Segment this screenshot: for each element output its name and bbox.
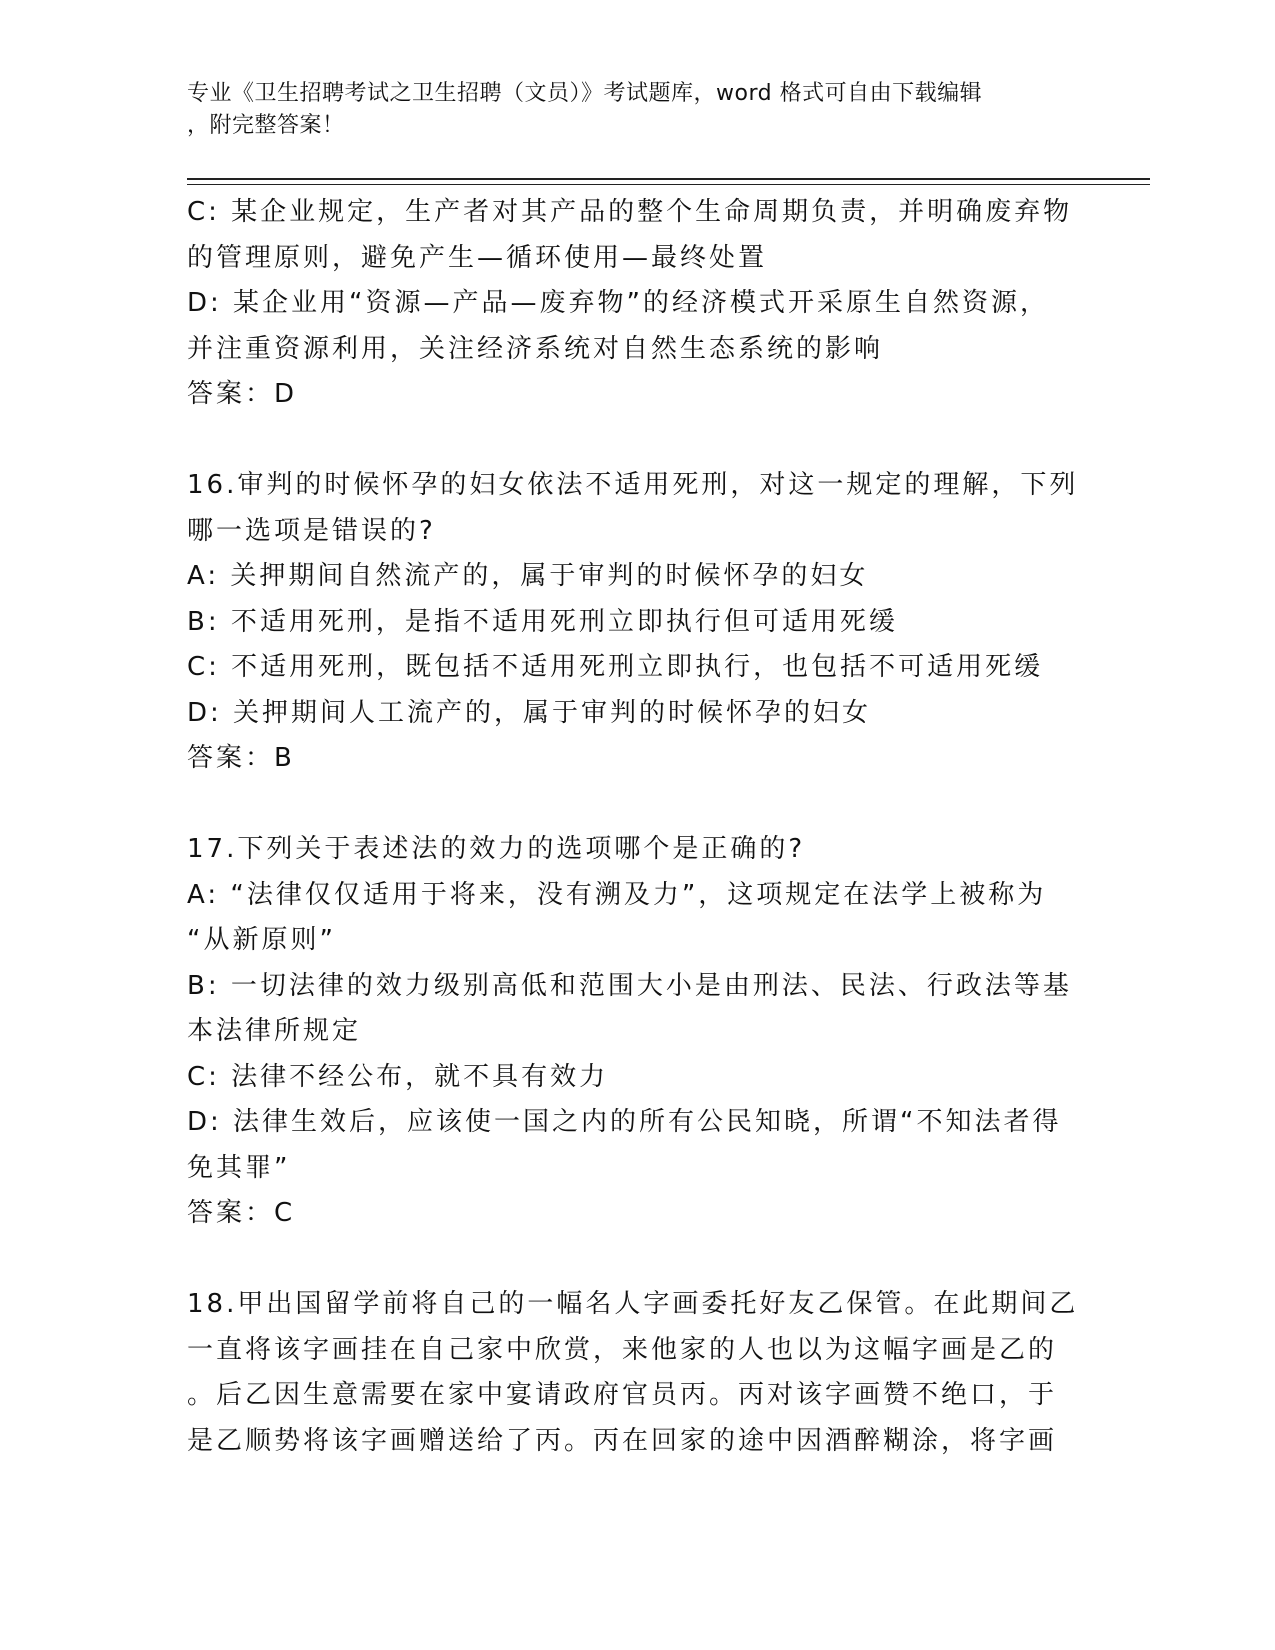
question-stem-line-1: 16.审判的时候怀孕的妇女依法不适用死刑，对这一规定的理解，下列 — [187, 470, 1079, 500]
question-17 — [187, 827, 1072, 1237]
document-header — [187, 78, 1067, 142]
option-d: D: 关押期间人工流产的，属于审判的时候怀孕的妇女 — [187, 697, 872, 728]
option-c-line-1: C: 某企业规定，生产者对其产品的整个生命周期负责，并明确废弃物 — [187, 197, 1073, 227]
header-line-2: ，附完整答案！ — [187, 113, 345, 138]
question-18 — [187, 1282, 1079, 1464]
option-c-line-2: 的管理原则，避免产生—循环使用—最终处置 — [187, 242, 768, 273]
question-stem-line-2: 一直将该字画挂在自己家中欣赏，来他家的人也以为这幅字画是乙的 — [187, 1334, 1058, 1365]
option-c: C: 法律不经公布，就不具有效力 — [187, 1061, 609, 1092]
option-b-line-2: 本法律所规定 — [187, 1016, 362, 1046]
option-b: B: 不适用死刑，是指不适用死刑立即执行但可适用死缓 — [187, 606, 898, 637]
answer-15: 答案：D — [187, 379, 298, 409]
question-stem-line-4: 是乙顺势将该字画赠送给了丙。丙在回家的途中因酒醉糊涂，将字画 — [187, 1425, 1058, 1456]
answer-16: 答案：B — [187, 743, 295, 773]
question-stem-line-1: 17.下列关于表述法的效力的选项哪个是正确的? — [187, 834, 806, 864]
question-stem-line-2: 哪一选项是错误的? — [187, 515, 436, 546]
option-a-line-2: “从新原则” — [187, 925, 336, 955]
question-stem-line-3: 。后乙因生意需要在家中宴请政府官员丙。丙对该字画赞不绝口，于 — [187, 1380, 1058, 1410]
question-stem-line-1: 18.甲出国留学前将自己的一幅名人字画委托好友乙保管。在此期间乙 — [187, 1289, 1079, 1319]
option-d-line-2: 并注重资源利用，关注经济系统对自然生态系统的影响 — [187, 333, 884, 364]
option-c: C: 不适用死刑，既包括不适用死刑立即执行，也包括不可适用死缓 — [187, 652, 1044, 682]
option-a-line-1: A: “法律仅仅适用于将来，没有溯及力”，这项规定在法学上被称为 — [187, 879, 1047, 910]
option-d-line-1: D: 法律生效后，应该使一国之内的所有公民知晓，所谓“不知法者得 — [187, 1107, 1062, 1137]
answer-17: 答案：C — [187, 1198, 296, 1228]
option-b-line-1: B: 一切法律的效力级别高低和范围大小是由刑法、民法、行政法等基 — [187, 970, 1072, 1001]
spacer — [187, 782, 1067, 828]
spacer — [187, 418, 1067, 464]
header-line-1: 专业《卫生招聘考试之卫生招聘（文员）》考试题库，word 格式可自由下载编辑 — [187, 81, 983, 106]
question-16 — [187, 463, 1079, 782]
option-d-line-2: 免其罪” — [187, 1152, 291, 1183]
option-a: A: 关押期间自然流产的，属于审判的时候怀孕的妇女 — [187, 561, 869, 591]
question-content — [187, 190, 1079, 1464]
question-15-continuation — [187, 190, 1073, 418]
header-divider — [187, 178, 1150, 185]
spacer — [187, 1237, 1067, 1283]
option-d-line-1: D: 某企业用“资源—产品—废弃物”的经济模式开采原生自然资源， — [187, 288, 1049, 318]
